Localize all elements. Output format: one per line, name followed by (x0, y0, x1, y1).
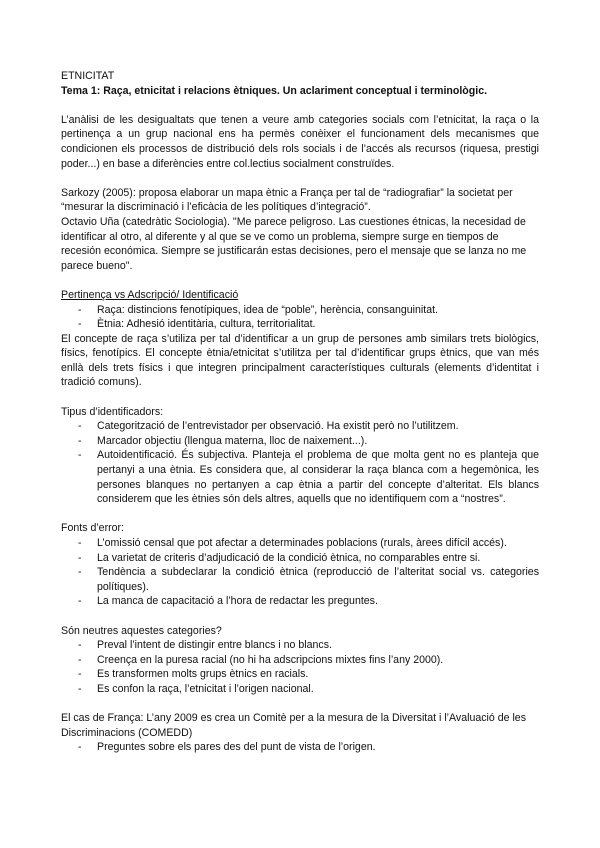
intro-paragraph: L’anàlisi de les desigualtats que tenen a veure amb categories socials com l’etnicitat, la raça o la pertinença a un grup nacional ens ha permès conèixer el funcionament dels mecanismes que condicionen els processos de distribució dels rols socials i de l’accés als recursos (riquesa, prestigi poder...) en base a diferències entre col.lectius socialment construïdes. (61, 113, 539, 170)
bullet-dash: - (78, 551, 82, 564)
document-heading: ETNICITAT (61, 70, 115, 82)
sarkozy-paragraph: Sarkozy (2005): proposa elaborar un mapa ètnic a França per tal de “radiografiar” la societat per “mesurar la discriminació i l’eficàcia de les polítiques d’integració”. (61, 186, 513, 214)
list-item (61, 653, 539, 668)
bullet-dash: - (78, 434, 82, 447)
octavio-paragraph: Octavio Uña (catedràtic Sociologia). "Me parece peligroso. Las cuestiones étnicas, la necesidad de identificar al otro, al diferente y al que se ve como un problema, siempre surge en tiempos de recesión económica. Siempre se justificarán estas decisiones, pero el mensaje que se lanza no me parece bueno". (61, 215, 527, 272)
list-item-text: Categorització de l’entrevistador per observació. Ha existit però no l’utilitzem. (97, 420, 459, 433)
list-fonts (61, 536, 539, 609)
list-item (61, 317, 539, 332)
bullet-dash: - (78, 639, 82, 652)
list-item (61, 536, 539, 551)
list-item-text: Preval l’intent de distingir entre blancs i no blancs. (97, 639, 332, 652)
bullet-dash: - (78, 668, 82, 681)
list-franca (61, 740, 539, 755)
list-item (61, 303, 539, 318)
list-item (61, 434, 539, 449)
list-item (61, 682, 539, 697)
list-item (61, 638, 539, 653)
spacer (61, 697, 539, 712)
bullet-dash: - (78, 318, 82, 331)
list-item (61, 594, 539, 609)
race-ethnicity-paragraph: El concepte de raça s’utiliza per tal d’identificar a un grup de persones amb similars trets biològics, físics, fenotípics. El concepte ètnia/etnicitat s’utilitza per tal d’identificar grups ètnics, que van més enllà dels trets físics i que integren principalment característiques culturals (elements d’identitat i tradició comuns). (61, 332, 539, 389)
spacer (61, 390, 539, 405)
document-title: Tema 1: Raça, etnicitat i relacions ètniques. Un aclariment conceptual i terminològic. (61, 84, 488, 97)
list-item-text: Es confon la raça, l’etnicitat i l’origen nacional. (97, 682, 314, 695)
list-item-text: La varietat de criteris d’adjudicació de la condició ètnica, no comparables entre si. (97, 551, 481, 564)
list-tipus (61, 419, 539, 507)
list-item-text: Autoidentificació. És subjectiva. Planteja el problema de que molta gent no es planteja que pertanyi a una ètnia. Es considera que, al considerar la raça blanca com a hegemònica, les persones blanques no pertanyen a cap ètnia a partir del concepte d’alteritat. Els blancs considerem que les ètnies són dels altres, aquells que no identifiquem com a “nostres”. (97, 449, 539, 506)
spacer (61, 171, 539, 186)
list-item-text: La manca de capacitació a l’hora de redactar les preguntes. (97, 595, 378, 608)
spacer (61, 273, 539, 288)
section-heading-neutres: Són neutres aquestes categories? (61, 624, 222, 637)
list-item (61, 448, 539, 506)
list-item-text: Marcador objectiu (llengua materna, lloc de naixement...). (97, 434, 368, 447)
list-item (61, 551, 539, 566)
list-item (61, 667, 539, 682)
bullet-dash: - (78, 537, 82, 549)
list-neutres (61, 638, 539, 696)
franca-paragraph: El cas de França: L’any 2009 es crea un Comitè per a la mesura de la Diversitat i l’Avaluació de les Discriminacions (COMEDD) (61, 712, 526, 739)
list-item-text: Tendència a subdeclarar la condició ètnica (reproducció de l’alteritat social vs. categories polítiques). (97, 566, 539, 593)
section-heading-tipus: Tipus d’identificadors: (61, 405, 164, 418)
bullet-dash: - (78, 420, 82, 433)
list-item-text: Creença en la puresa racial (no hi ha adscripcions mixtes fins l’any 2000). (97, 653, 444, 666)
bullet-dash: - (78, 566, 82, 579)
bullet-dash: - (78, 303, 82, 316)
bullet-dash: - (78, 595, 82, 608)
spacer (61, 609, 539, 624)
list-item (61, 419, 539, 434)
section-heading-pertinenca: Pertinença vs Adscripció/ Identificació (61, 288, 239, 301)
list-item (61, 740, 539, 755)
list-pertinenca (61, 303, 539, 332)
list-item-text: L’omissió censal que pot afectar a determinades poblacions (rurals, àrees difícil accés). (97, 537, 507, 549)
list-item-text: Ètnia: Adhesió identitària, cultura, territorialitat. (97, 318, 316, 331)
spacer (61, 507, 539, 522)
list-item-text: Es transformen molts grups ètnics en racials. (97, 668, 309, 681)
bullet-dash: - (78, 449, 82, 462)
bullet-dash: - (78, 653, 82, 666)
list-item-text: Preguntes sobre els pares des del punt de vista de l’origen. (97, 741, 376, 754)
section-heading-fonts: Fonts d’error: (61, 522, 124, 535)
bullet-dash: - (78, 741, 82, 754)
list-item-text: Raça: distincions fenotípiques, idea de “poble”, herència, consanguinitat. (97, 303, 438, 316)
document-page (61, 69, 539, 755)
spacer (61, 98, 539, 113)
bullet-dash: - (78, 682, 82, 695)
list-item (61, 565, 539, 594)
